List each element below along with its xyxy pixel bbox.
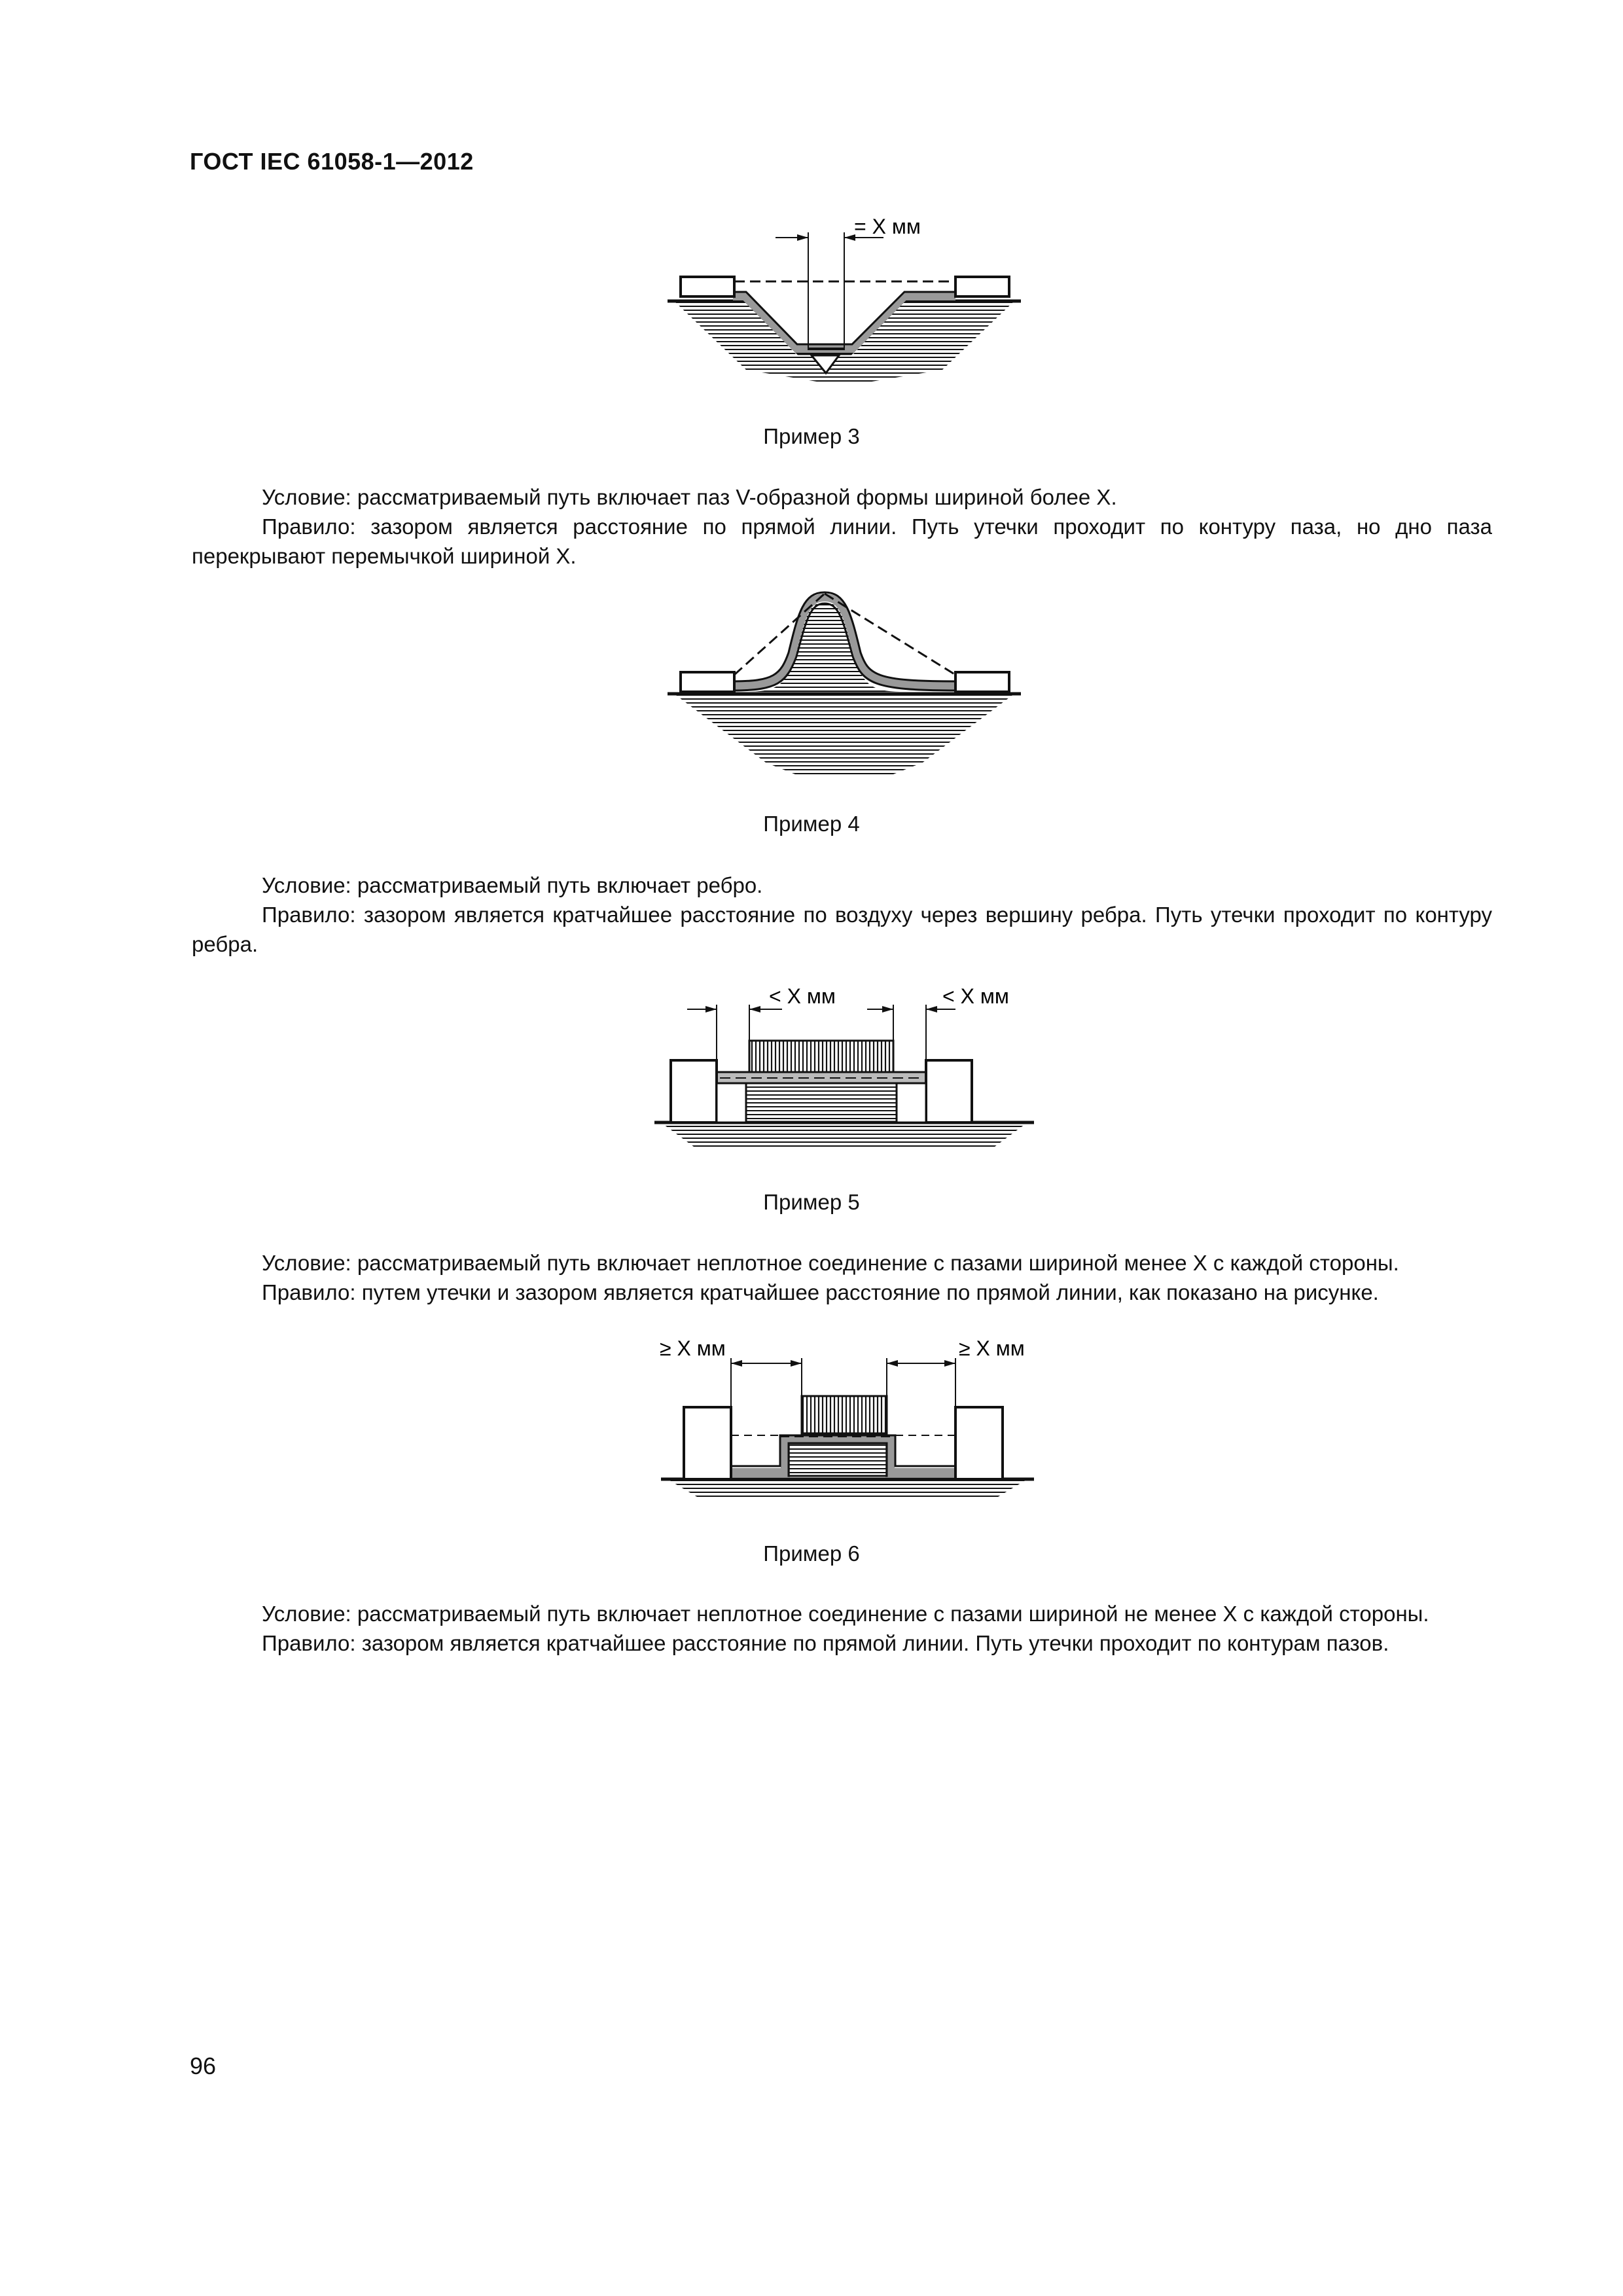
rib-diagram	[628, 579, 1060, 782]
dim-label-example-3: = X мм	[854, 215, 921, 238]
page-number: 96	[190, 2053, 217, 2079]
rule-example-3: Правило: зазором является расстояние по прямой линии. Путь утечки проходит по контуру паза, но дно паза перекрывают перемычкой шириной X.	[192, 514, 1492, 568]
caption-example-3: Пример 3	[763, 424, 860, 448]
v-groove-diagram	[628, 206, 1060, 396]
document-header: ГОСТ IEC 61058-1—2012	[190, 148, 474, 175]
caption-example-4: Пример 4	[763, 812, 860, 836]
caption-example-5: Пример 5	[763, 1190, 860, 1214]
figure-example-5	[628, 975, 1060, 1152]
text-example-4	[192, 870, 1492, 959]
wide-groove-joint-diagram	[628, 1325, 1060, 1515]
figure-example-6	[628, 1325, 1060, 1515]
caption-example-6: Пример 6	[763, 1541, 860, 1566]
text-example-3	[192, 482, 1492, 571]
dim-label-left-example-6: ≥ X мм	[660, 1336, 726, 1360]
condition-example-3: Условие: рассматриваемый путь включает паз V-образной формы шириной более X.	[262, 485, 1117, 509]
rule-example-4: Правило: зазором является кратчайшее расстояние по воздуху через вершину ребра. Путь утечки проходит по контуру ребра.	[192, 903, 1492, 956]
figure-example-3	[628, 206, 1060, 396]
narrow-groove-joint-diagram	[628, 975, 1060, 1152]
text-example-5	[192, 1248, 1492, 1307]
condition-example-5: Условие: рассматриваемый путь включает неплотное соединение с пазами шириной менее X с каждой стороны.	[262, 1251, 1399, 1275]
condition-example-4: Условие: рассматриваемый путь включает ребро.	[262, 873, 763, 897]
figure-example-4	[628, 579, 1060, 782]
dim-label-left-example-5: < X мм	[769, 984, 836, 1008]
rule-example-6: Правило: зазором является кратчайшее расстояние по прямой линии. Путь утечки проходит по контурам пазов.	[262, 1631, 1389, 1655]
condition-example-6: Условие: рассматриваемый путь включает неплотное соединение с пазами шириной не менее X с каждой стороны.	[262, 1602, 1429, 1626]
dim-label-right-example-5: < X мм	[942, 984, 1009, 1008]
rule-example-5: Правило: путем утечки и зазором является кратчайшее расстояние по прямой линии, как показано на рисунке.	[262, 1280, 1379, 1304]
text-example-6	[192, 1599, 1492, 1658]
dim-label-right-example-6: ≥ X мм	[959, 1336, 1025, 1360]
